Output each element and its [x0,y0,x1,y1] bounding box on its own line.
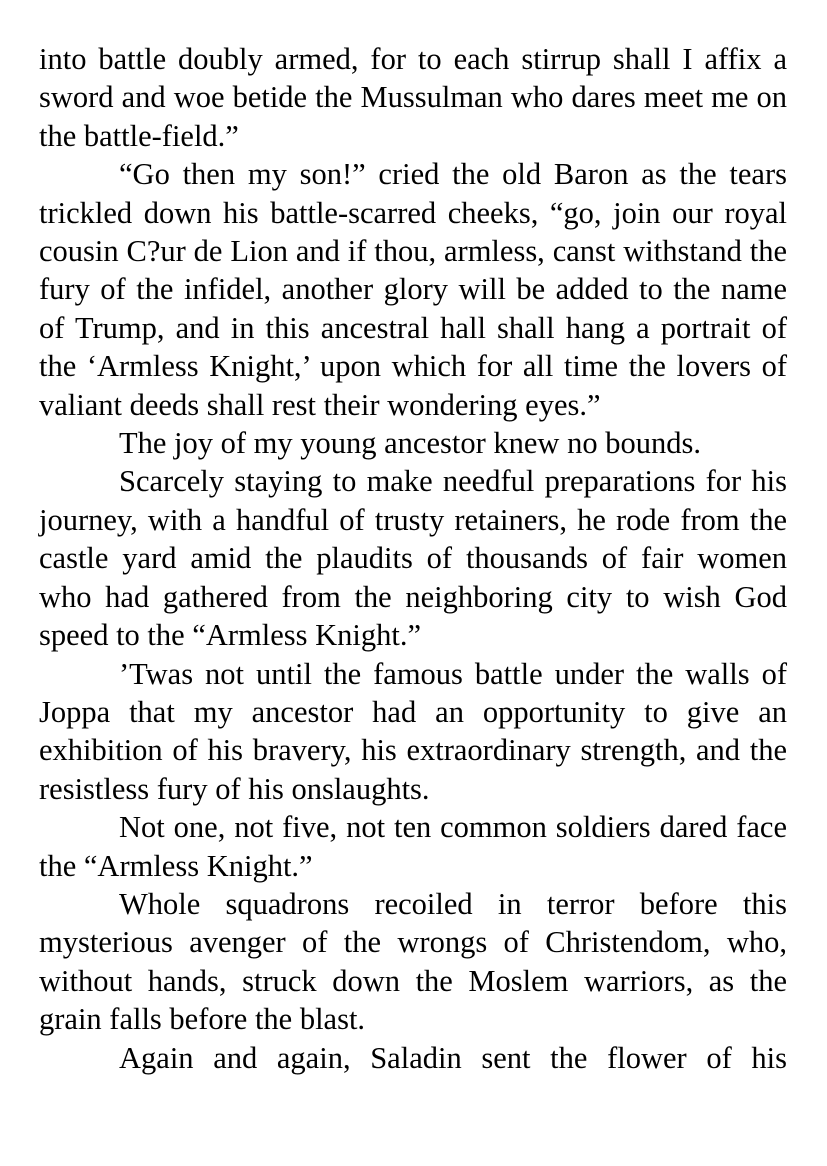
paragraph-not-one: Not one, not five, not ten common soldiers dared face the “Armless Knight.” [39,810,787,883]
page-body [39,40,787,1077]
paragraph-joppa-battle: ’Twas not until the famous battle under the walls of Joppa that my ancestor had an opportunity to give an exhibition of his bravery, his extraordinary strength, and the resistless fury of his onslaughts. [39,656,787,806]
paragraph-saladin: Again and again, Saladin sent the flower of his [119,1040,787,1075]
paragraph-squadrons: Whole squadrons recoiled in terror before this mysterious avenger of the wrongs of Christendom, who, without hands, struck down the Moslem warriors, as the grain falls before the blast. [39,886,787,1037]
paragraph-departure: Scarcely staying to make needful preparations for his journey, with a handful of trusty retainers, he rode from the castle yard amid the plaudits of thousands of fair women who had gathered from the neighboring city to wish God speed to the “Armless Knight.” [39,464,787,653]
paragraph-baron-speech: “Go then my son!” cried the old Baron as the tears trickled down his battle-scarred cheeks, “go, join our royal cousin C?ur de Lion and if thou, armless, canst withstand the fury of the infidel, another glory will be added to the name of Trump, and in this ancestral hall shall hang a portrait of the ‘Armless Knight,’ upon which for all time the lovers of valiant deeds shall rest their wondering eyes.” [39,157,787,422]
paragraph-joy: The joy of my young ancestor knew no bounds. [119,426,701,461]
paragraph-continuation: into battle doubly armed, for to each stirrup shall I affix a sword and woe betide the Mussulman who dares meet me on the battle-field.” [39,42,787,153]
